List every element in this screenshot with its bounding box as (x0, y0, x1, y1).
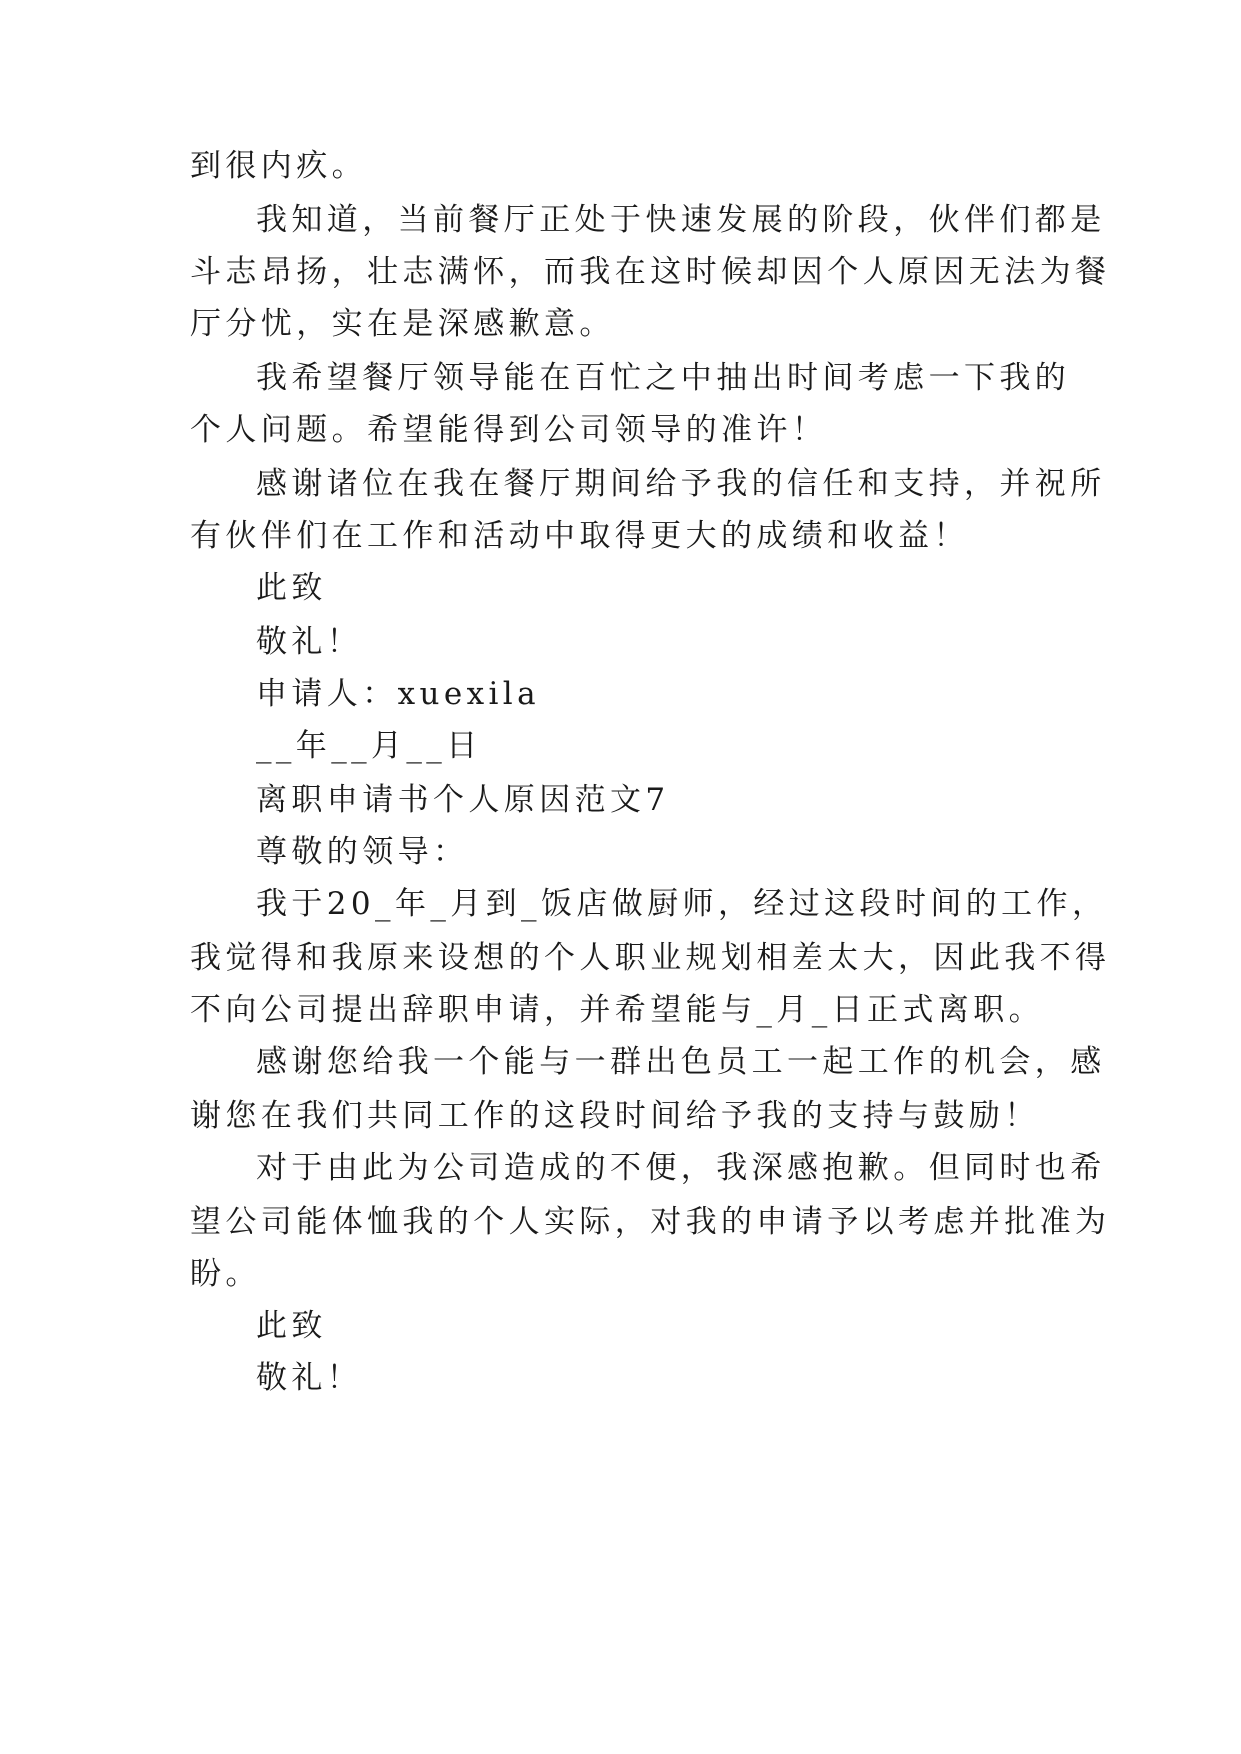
paragraph-line: 厅分忧，实在是深感歉意。 (190, 306, 615, 342)
paragraph-line: 有伙伴们在工作和活动中取得更大的成绩和收益！ (190, 518, 969, 554)
paragraph-line: 盼。 (190, 1256, 261, 1292)
paragraph-line: 对于由此为公司造成的不便，我深感抱歉。但同时也希 (256, 1150, 1106, 1186)
paragraph-line: 感谢诸位在我在餐厅期间给予我的信任和支持，并祝所 (256, 466, 1106, 502)
closing-line: 此致 (256, 570, 327, 606)
paragraph-line: 到很内疚。 (190, 148, 367, 184)
paragraph-line: 谢您在我们共同工作的这段时间给予我的支持与鼓励！ (190, 1098, 1040, 1134)
paragraph-line: 感谢您给我一个能与一群出色员工一起工作的机会，感 (256, 1044, 1106, 1080)
closing-line: 此致 (256, 1308, 327, 1344)
section-title: 离职申请书个人原因范文7 (256, 782, 670, 818)
paragraph-line: 斗志昂扬，壮志满怀，而我在这时候却因个人原因无法为餐 (190, 254, 1111, 290)
paragraph-line: 我于20_年_月到_饭店做厨师，经过这段时间的工作， (256, 886, 1108, 922)
applicant-line: 申请人：xuexila (256, 676, 540, 712)
paragraph-line: 个人问题。希望能得到公司领导的准许！ (190, 412, 828, 448)
paragraph-line: 望公司能体恤我的个人实际，对我的申请予以考虑并批准为 (190, 1204, 1111, 1240)
closing-line: 敬礼！ (256, 1360, 363, 1396)
paragraph-line: 我觉得和我原来设想的个人职业规划相差太大，因此我不得 (190, 940, 1111, 976)
paragraph-line: 我希望餐厅领导能在百忙之中抽出时间考虑一下我的 (256, 360, 1071, 396)
paragraph-line: 不向公司提出辞职申请，并希望能与_月_日正式离职。 (190, 992, 1044, 1028)
date-line: __年__月__日 (256, 728, 482, 764)
salutation-line: 尊敬的领导： (256, 834, 469, 870)
closing-line: 敬礼！ (256, 624, 363, 660)
paragraph-line: 我知道，当前餐厅正处于快速发展的阶段，伙伴们都是 (256, 202, 1106, 238)
